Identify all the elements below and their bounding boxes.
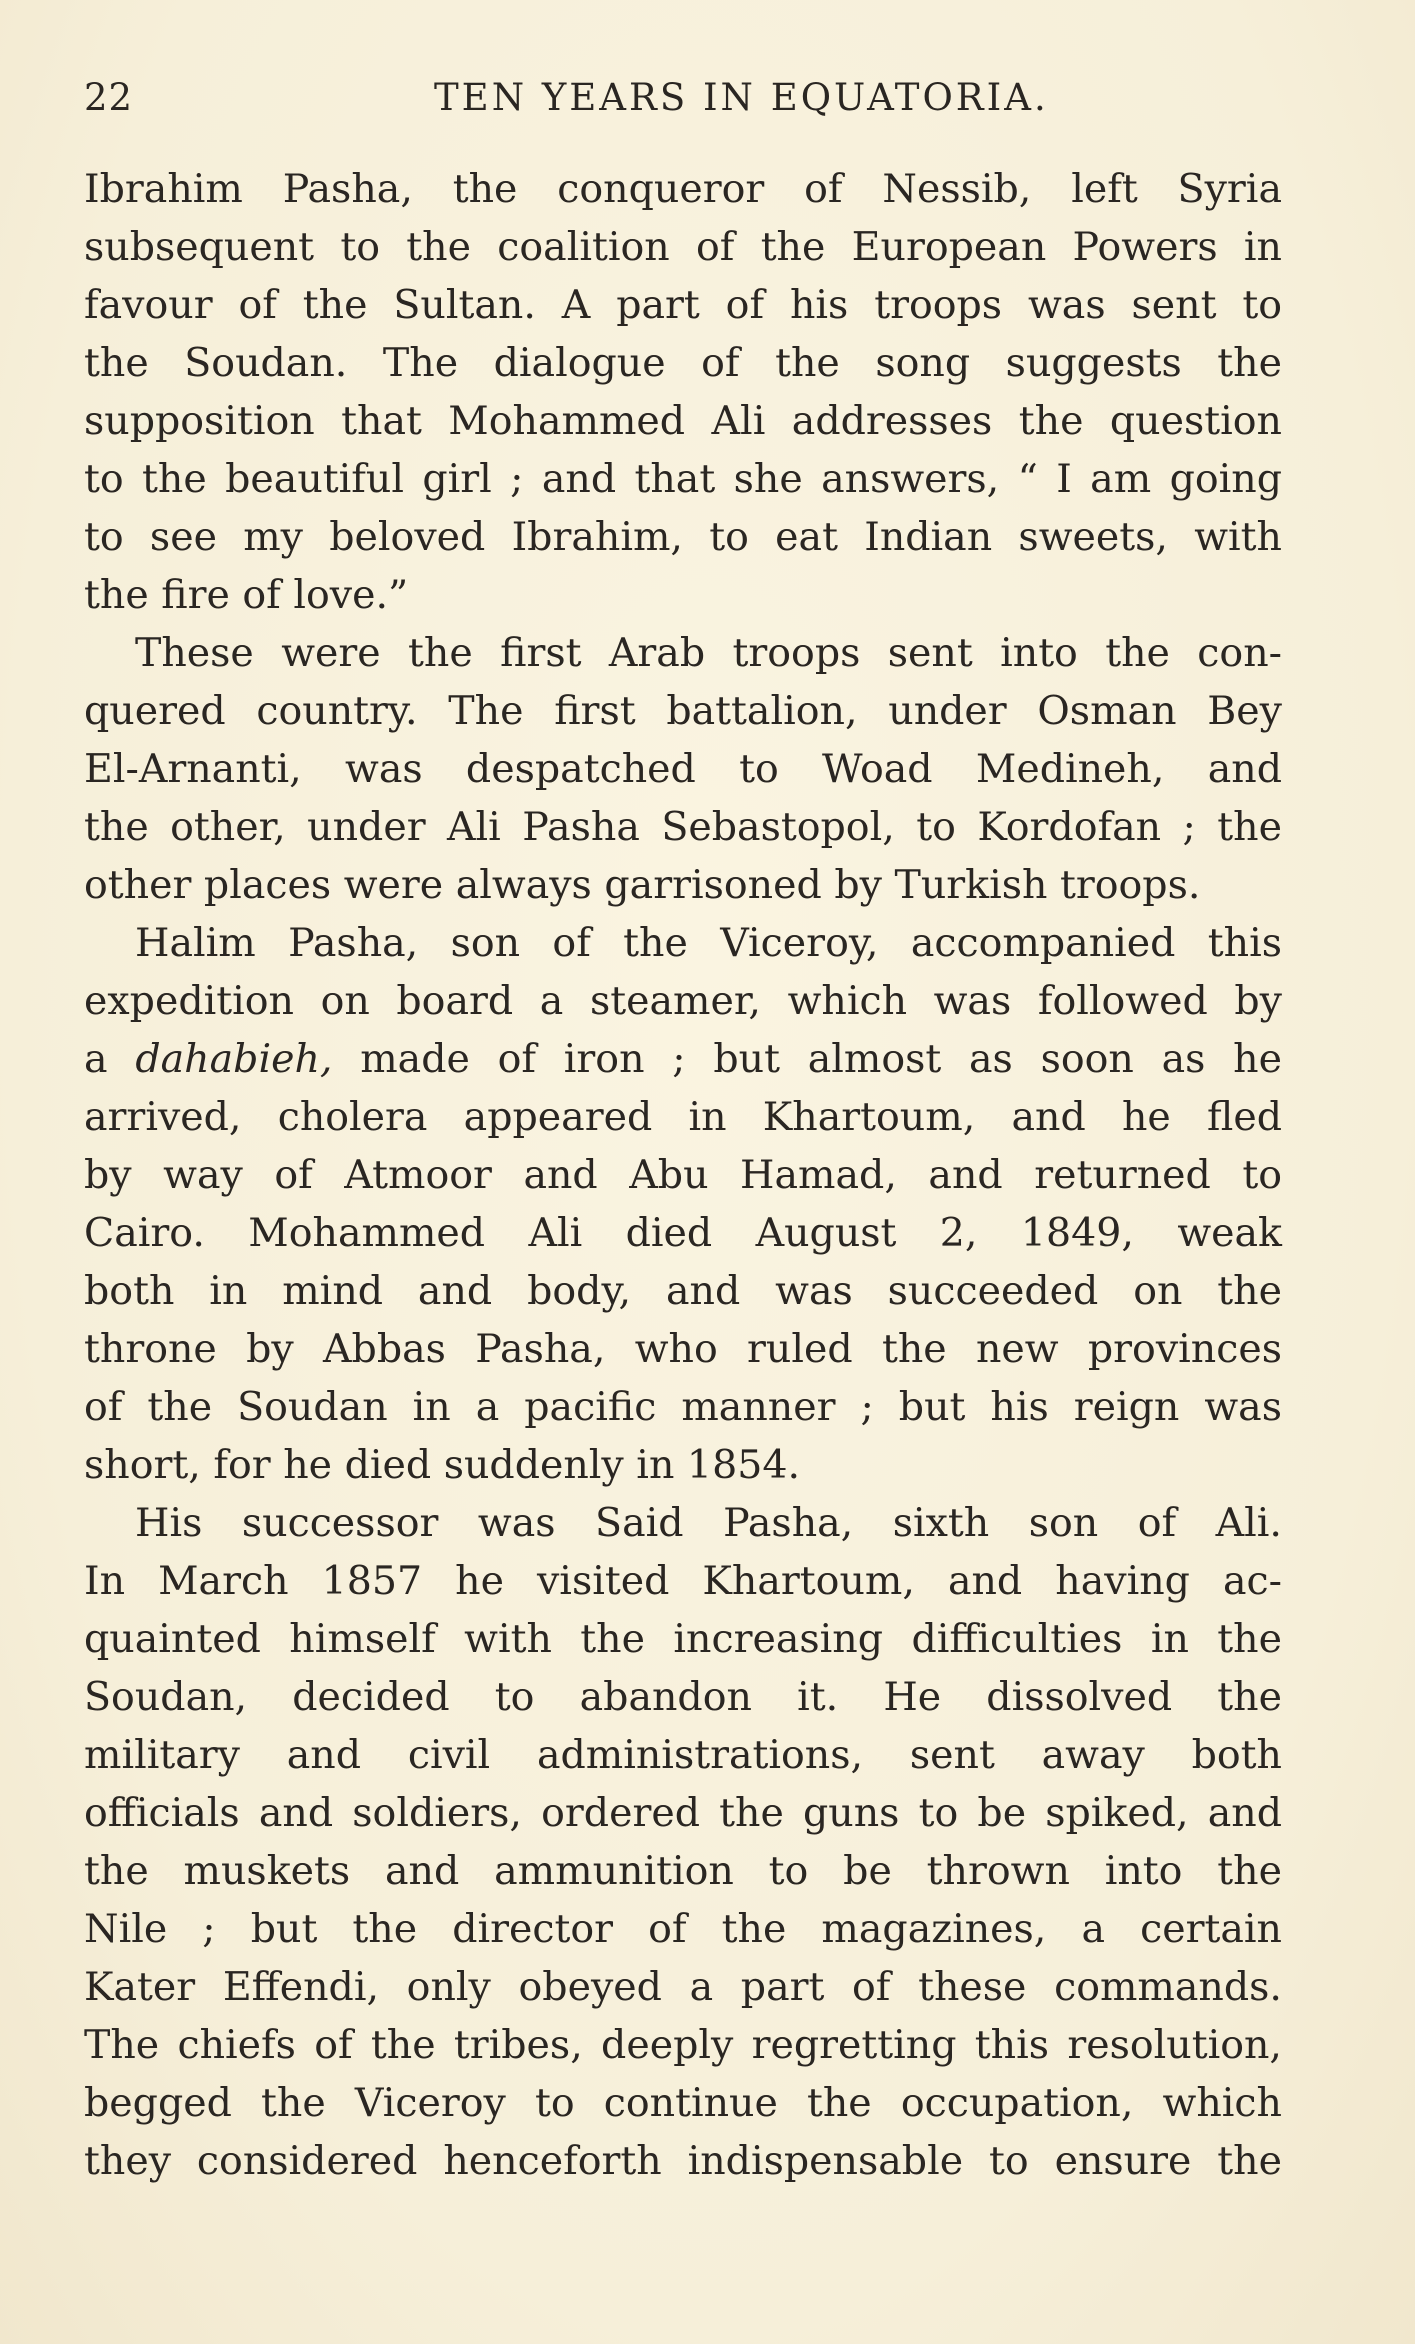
italic-word: dahabieh, (135, 1036, 333, 1082)
text-line: In March 1857 he visited Khartoum, and having ac- (84, 1558, 1282, 1604)
page-number: 22 (84, 76, 134, 119)
text-line: throne by Abbas Pasha, who ruled the new provinces (84, 1326, 1282, 1372)
text-line: His successor was Said Pasha, sixth son of Ali. (135, 1500, 1282, 1546)
text-line: Nile ; but the director of the magazines, a certain (84, 1906, 1282, 1952)
text-line: These were the first Arab troops sent into the con- (135, 630, 1282, 676)
text-line: Soudan, decided to abandon it. He dissolved the (84, 1674, 1282, 1720)
body-text (84, 160, 1282, 2190)
text-line: they considered henceforth indispensable to ensure the (84, 2138, 1282, 2184)
text-line: military and civil administrations, sent away both (84, 1732, 1282, 1778)
text-line: by way of Atmoor and Abu Hamad, and returned to (84, 1152, 1282, 1198)
text-line: Cairo. Mohammed Ali died August 2, 1849, weak (84, 1210, 1282, 1256)
text-line: subsequent to the coalition of the European Powers in (84, 224, 1282, 270)
text-line: Kater Effendi, only obeyed a part of these commands. (84, 1964, 1282, 2010)
text-line-with-italic (84, 1030, 1282, 1088)
text-line: begged the Viceroy to continue the occupation, which (84, 2080, 1282, 2126)
text-line: El-Arnanti, was despatched to Woad Medineh, and (84, 746, 1282, 792)
page-header (84, 76, 1284, 126)
text-line: The chiefs of the tribes, deeply regretting this resolution, (84, 2022, 1282, 2068)
text-fragment: made of iron ; but almost as soon as he (332, 1036, 1283, 1082)
text-line: of the Soudan in a pacific manner ; but his reign was (84, 1384, 1282, 1430)
text-line: Halim Pasha, son of the Viceroy, accompanied this (135, 920, 1282, 966)
text-line: supposition that Mohammed Ali addresses the question (84, 398, 1282, 444)
text-line: to the beautiful girl ; and that she answers, “ I am going (84, 456, 1282, 502)
text-line: to see my beloved Ibrahim, to eat Indian sweets, with (84, 514, 1282, 560)
text-line: favour of the Sultan. A part of his troops was sent to (84, 282, 1282, 328)
text-line: the muskets and ammunition to be thrown into the (84, 1848, 1282, 1894)
running-title: TEN YEARS IN EQUATORIA. (434, 76, 1049, 119)
text-line: the Soudan. The dialogue of the song suggests the (84, 340, 1282, 386)
text-line: the other, under Ali Pasha Sebastopol, to Kordofan ; the (84, 804, 1282, 850)
text-line: Ibrahim Pasha, the conqueror of Nessib, left Syria (84, 166, 1282, 212)
text-line: other places were always garrisoned by Turkish troops. (84, 862, 1201, 908)
text-line: short, for he died suddenly in 1854. (84, 1442, 801, 1488)
text-line: quered country. The first battalion, under Osman Bey (84, 688, 1282, 734)
text-line: expedition on board a steamer, which was followed by (84, 978, 1282, 1024)
text-line: quainted himself with the increasing difficulties in the (84, 1616, 1282, 1662)
text-line: the fire of love.” (84, 572, 409, 618)
text-line: both in mind and body, and was succeeded on the (84, 1268, 1282, 1314)
text-line: officials and soldiers, ordered the guns to be spiked, and (84, 1790, 1282, 1836)
text-line: arrived, cholera appeared in Khartoum, and he fled (84, 1094, 1282, 1140)
text-fragment: a (84, 1036, 108, 1082)
